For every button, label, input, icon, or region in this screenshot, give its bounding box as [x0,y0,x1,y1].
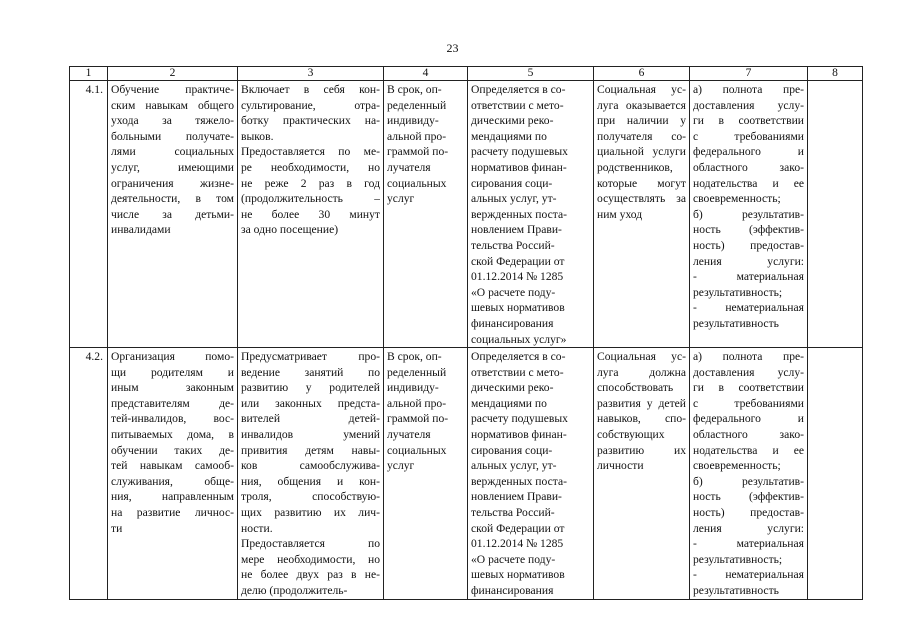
service-description-cell [238,81,384,348]
cell-text-line: циальной услуги [597,145,686,159]
cell-text-line: результативность; [693,552,783,566]
cell-text-line: троля, способствую- [241,490,380,504]
cell-text-line: доставления услу- [693,365,804,379]
cell-text-line: за одно посещение) [241,223,339,237]
cell-text-line: ской Федерации от [471,521,565,535]
cell-text-line: 01.12.2014 № 1285 [471,270,564,284]
cell-text-line: (продолжительность – [241,192,380,206]
cell-text-line: на развитие личнос- [111,506,234,520]
cell-text-line: тельства Россий- [471,238,555,252]
cell-text-line: луга должна [597,365,686,379]
cell-text-line: финансирования [471,584,554,597]
header-cell: 7 [690,67,808,81]
cell-text-line: федерального и [693,145,804,159]
cell-text-line: услуг [387,192,415,206]
table-header-row [70,67,863,81]
header-cell: 2 [108,67,238,81]
cell-text-line: областного зако- [693,428,804,442]
cell-text-line: Определяется в со- [471,350,566,364]
cell-text-line: ков самообслужива- [241,459,380,473]
cell-text-line: или законных предста- [241,396,380,410]
cell-text-line: лучателя [387,160,431,174]
cell-text-line: личности [597,459,644,473]
cell-text-line: дическими реко- [471,114,554,128]
cell-text-line: альной про- [387,396,447,410]
service-conditions-cell [594,348,690,600]
cell-text-line: своевременность; [693,459,781,473]
cell-text-line: услуг [387,459,415,473]
cell-text-line: получателя со- [597,129,686,143]
cell-text-line: тей-инвалидов, вос- [111,412,234,426]
cell-text-line: ность (эффектив- [693,490,804,504]
cell-text-line: лучателя [387,428,431,442]
cell-text-line: расчету подушевых [471,145,568,159]
cell-text-line: служивания, обще- [111,474,234,488]
cell-text-line: расчету подушевых [471,412,568,426]
cell-text-line: альных услуг, ут- [471,459,557,473]
cell-text-line: вержденных поста- [471,474,567,488]
cell-text-line: развития у детей [597,396,686,410]
cell-text-line: нодательства и ее [693,176,804,190]
cell-text-line: услуг, имеющими [111,160,234,174]
cell-text-line: Предоставляется по ме- [241,145,380,159]
service-name-cell [108,348,238,600]
cell-text-line: ния, общения и кон- [241,474,380,488]
cell-text-line: новлением Прави- [471,490,562,504]
cell-text-line: результативность; [693,285,783,299]
cell-text-line: иным законным [111,381,234,395]
cell-text-line: б) результатив- [693,474,804,488]
header-cell: 3 [238,67,384,81]
cell-text-line: ления услуги: [693,521,804,535]
cell-text-line: ги в соответствии [693,381,804,395]
table-row [70,348,863,600]
cell-text-line: питываемых дома, в [111,428,234,442]
cell-text-line: нормативов финан- [471,160,567,174]
cell-text-line: мере необходимости, но [241,552,380,566]
row-number: 4.1. [70,81,108,348]
cell-text-line: Предусматривает про- [241,350,380,364]
cell-text-line: ния, направленным [111,490,234,504]
cell-text-line: ределенный [387,98,447,112]
cell-text-line: выков. [241,129,274,143]
cell-text-line: ухода за тяжело- [111,114,234,128]
cell-text-line: ности. [241,521,273,535]
cell-text-line: Включает в себя кон- [241,83,380,96]
page-number: 23 [446,41,459,55]
header-cell: 8 [808,67,863,81]
cell-text-line: сирования соци- [471,176,553,190]
cell-text-line: федерального и [693,412,804,426]
services-table [69,66,863,600]
cell-text-line: В срок, оп- [387,350,442,364]
cell-text-line: а) полнота пре- [693,350,804,364]
cell-text-line: «О расчете поду- [471,552,556,566]
cell-text-line: своевременность; [693,192,781,206]
cell-text-line: развитию их [597,443,686,457]
cell-text-line: результативность [693,316,779,330]
cell-text-line: луга оказывается [597,98,686,112]
table-row [70,81,863,348]
cell-text-line: ботку практических на- [241,114,380,128]
cell-text-line: тельства Россий- [471,506,555,520]
cell-text-line: мендациями по [471,129,547,143]
cell-text-line: привития детям навы- [241,443,380,457]
cell-text-line: при наличии у [597,114,686,128]
cell-text-line: деятельности, в том [111,192,234,206]
cell-text-line: инвалидов умений [241,428,380,442]
cell-text-line: ность) предостав- [693,506,804,520]
cell-text-line: нодательства и ее [693,443,804,457]
cell-text-line: не более 30 минут [241,207,380,221]
cell-text-line: ре необходимости, но [241,160,380,174]
header-cell: 6 [594,67,690,81]
cell-text-line: которые могут [597,176,686,190]
cell-text-line: с требованиями [693,396,804,410]
cell-text-line: результативность [693,584,779,597]
cell-text-line: ределенный [387,365,447,379]
cell-text-line: финансирования [471,316,554,330]
cell-text-line: областного зако- [693,160,804,174]
cell-text-line: социальных [387,176,447,190]
service-description-cell [238,348,384,600]
cell-text-line: Обучение практиче- [111,83,234,96]
header-cell: 5 [468,67,594,81]
cell-text-line: граммой по- [387,145,449,159]
cell-text-line: представителям де- [111,396,234,410]
cell-text-line: ность (эффектив- [693,223,804,237]
header-cell: 4 [384,67,468,81]
cell-text-line: сирования соци- [471,443,553,457]
service-cost-cell [468,81,594,348]
cell-text-line: граммой по- [387,412,449,426]
cell-text-line: мендациями по [471,396,547,410]
cell-text-line: дическими реко- [471,381,554,395]
service-cost-cell [468,348,594,600]
cell-text-line: щих развитию их лич- [241,506,380,520]
cell-text-line: способствовать [597,381,674,395]
service-term-cell [384,348,468,600]
service-name-cell [108,81,238,348]
cell-text-line: ведение занятий по [241,365,380,379]
cell-text-line: ним уход [597,207,643,221]
service-term-cell [384,81,468,348]
cell-text-line: сультирование, отра- [241,98,380,112]
cell-text-line: Организация помо- [111,350,234,364]
cell-text-line: В срок, оп- [387,83,442,96]
cell-text-line: больными получате- [111,129,234,143]
cell-text-line: ти [111,521,123,535]
cell-text-line: ской Федерации от [471,254,565,268]
cell-text-line: навыков, спо- [597,412,686,426]
cell-text-line: «О расчете поду- [471,285,556,299]
cell-text-line: - материальная [693,270,804,284]
cell-text-line: б) результатив- [693,207,804,221]
cell-text-line: альной про- [387,129,447,143]
cell-text-line: развитию у родителей [241,381,380,395]
empty-cell [808,81,863,348]
cell-text-line: числе за детьми- [111,207,234,221]
cell-text-line: нормативов финан- [471,428,567,442]
cell-text-line: социальных услуг» [471,332,567,346]
cell-text-line: осуществлять за [597,192,686,206]
cell-text-line: Социальная ус- [597,83,686,96]
cell-text-line: ским навыкам общего [111,98,234,112]
cell-text-line: шевых нормативов [471,301,565,315]
cell-text-line: Определяется в со- [471,83,566,96]
cell-text-line: индивиду- [387,114,439,128]
empty-cell [808,348,863,600]
cell-text-line: вителей детей- [241,412,380,426]
cell-text-line: шевых нормативов [471,568,565,582]
cell-text-line: не более двух раз в не- [241,568,380,582]
cell-text-line: доставления услу- [693,98,804,112]
cell-text-line: - нематериальная [693,568,804,582]
service-quality-cell [690,348,808,600]
cell-text-line: с требованиями [693,129,804,143]
cell-text-line: ления услуги: [693,254,804,268]
cell-text-line: инвалидами [111,223,171,237]
cell-text-line: - материальная [693,537,804,551]
cell-text-line: делю (продолжитель- [241,584,348,597]
cell-text-line: ограничения жизне- [111,176,234,190]
cell-text-line: - нематериальная [693,301,804,315]
cell-text-line: Социальная ус- [597,350,686,364]
row-number: 4.2. [70,348,108,600]
cell-text-line: тей навыкам самооб- [111,459,234,473]
cell-text-line: 01.12.2014 № 1285 [471,537,564,551]
cell-text-line: Предоставляется по [241,537,380,551]
header-cell: 1 [70,67,108,81]
service-conditions-cell [594,81,690,348]
cell-text-line: лями социальных [111,145,234,159]
cell-text-line: собствующих [597,428,665,442]
cell-text-line: альных услуг, ут- [471,192,557,206]
cell-text-line: ность) предостав- [693,238,804,252]
cell-text-line: ответствии с мето- [471,98,564,112]
cell-text-line: обучении таких де- [111,443,234,457]
cell-text-line: щи родителям и [111,365,234,379]
cell-text-line: родственников, [597,160,673,174]
cell-text-line: индивиду- [387,381,439,395]
service-quality-cell [690,81,808,348]
cell-text-line: социальных [387,443,447,457]
cell-text-line: новлением Прави- [471,223,562,237]
cell-text-line: а) полнота пре- [693,83,804,96]
cell-text-line: не реже 2 раз в год [241,176,380,190]
cell-text-line: ги в соответствии [693,114,804,128]
cell-text-line: вержденных поста- [471,207,567,221]
cell-text-line: ответствии с мето- [471,365,564,379]
